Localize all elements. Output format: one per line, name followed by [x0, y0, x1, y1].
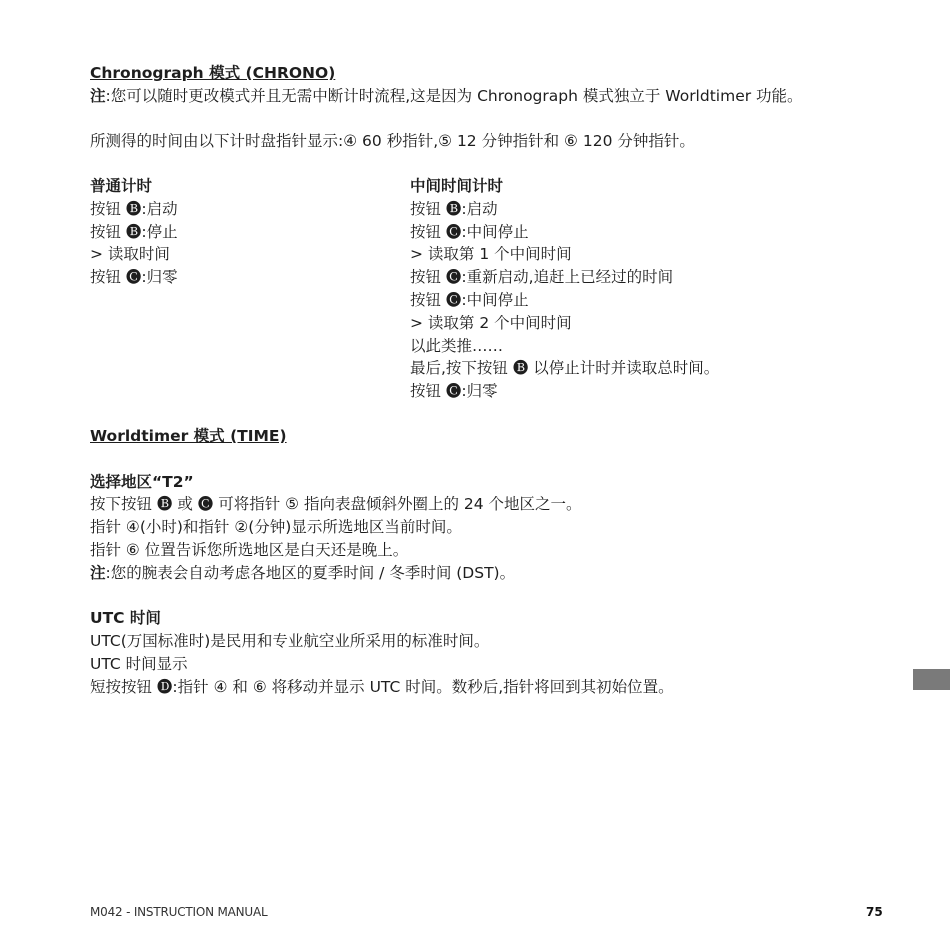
chrono-note	[90, 85, 803, 108]
split-timing-line: 按钮 🅒:归零	[410, 382, 498, 401]
chrono-display-text: 所测得的时间由以下计时盘指针显示:④ 60 秒指针,⑤ 12 分钟指针和 ⑥ 120 分钟指针。	[90, 132, 695, 151]
utc-display-title: UTC 时间显示	[90, 654, 188, 673]
select-zone-title: 选择地区“T2”	[90, 472, 194, 491]
split-timing-line: 按钮 🅑:启动	[410, 199, 498, 218]
worldtimer-note-label: 注	[90, 563, 106, 582]
normal-timing	[90, 175, 178, 289]
chrono-note-text: :您可以随时更改模式并且无需中断计时流程,这是因为 Chronograph 模式独立于 Worldtimer 功能。	[105, 86, 803, 105]
chrono-note-label: 注	[90, 86, 106, 105]
normal-timing-line: 按钮 🅑:停止	[90, 222, 178, 241]
chrono-heading: Chronograph 模式 (CHRONO)	[90, 64, 336, 82]
split-timing	[410, 175, 719, 403]
split-timing-line: 以此类推……	[410, 336, 504, 355]
footer-manual-title: M042 - INSTRUCTION MANUAL	[90, 905, 268, 919]
worldtimer-note	[90, 562, 674, 585]
worldtimer-section	[90, 425, 674, 699]
normal-timing-line: > 读取时间	[90, 245, 170, 264]
normal-timing-line: 按钮 🅑:启动	[90, 199, 178, 218]
section-tab-marker	[913, 669, 950, 690]
worldtimer-heading: Worldtimer 模式 (TIME)	[90, 427, 287, 445]
utc-title: UTC 时间	[90, 609, 161, 628]
split-timing-line: 按钮 🅒:中间停止	[410, 290, 529, 309]
page-number: 75	[866, 905, 883, 919]
utc-display-text: 短按按钮 🅓:指针 ④ 和 ⑥ 将移动并显示 UTC 时间。数秒后,指针将回到其初始位置。	[90, 677, 674, 696]
normal-timing-title: 普通计时	[90, 177, 153, 195]
select-zone-line: 指针 ④(小时)和指针 ②(分钟)显示所选地区当前时间。	[90, 518, 462, 537]
split-timing-line: > 读取第 2 个中间时间	[410, 313, 572, 332]
chrono-section	[90, 62, 803, 153]
select-zone-line: 指针 ⑥ 位置告诉您所选地区是白天还是晚上。	[90, 540, 409, 559]
select-zone-line: 按下按钮 🅑 或 🅒 可将指针 ⑤ 指向表盘倾斜外圈上的 24 个地区之一。	[90, 495, 582, 514]
split-timing-title: 中间时间计时	[410, 177, 504, 195]
split-timing-line: > 读取第 1 个中间时间	[410, 245, 572, 264]
normal-timing-line: 按钮 🅒:归零	[90, 268, 178, 287]
utc-description: UTC(万国标准时)是民用和专业航空业所采用的标准时间。	[90, 632, 490, 651]
worldtimer-note-text: :您的腕表会自动考虑各地区的夏季时间 / 冬季时间 (DST)。	[105, 563, 516, 582]
split-timing-line: 按钮 🅒:重新启动,追赶上已经过的时间	[410, 268, 674, 287]
split-timing-line: 按钮 🅒:中间停止	[410, 222, 529, 241]
split-timing-line: 最后,按下按钮 🅑 以停止计时并读取总时间。	[410, 359, 720, 378]
